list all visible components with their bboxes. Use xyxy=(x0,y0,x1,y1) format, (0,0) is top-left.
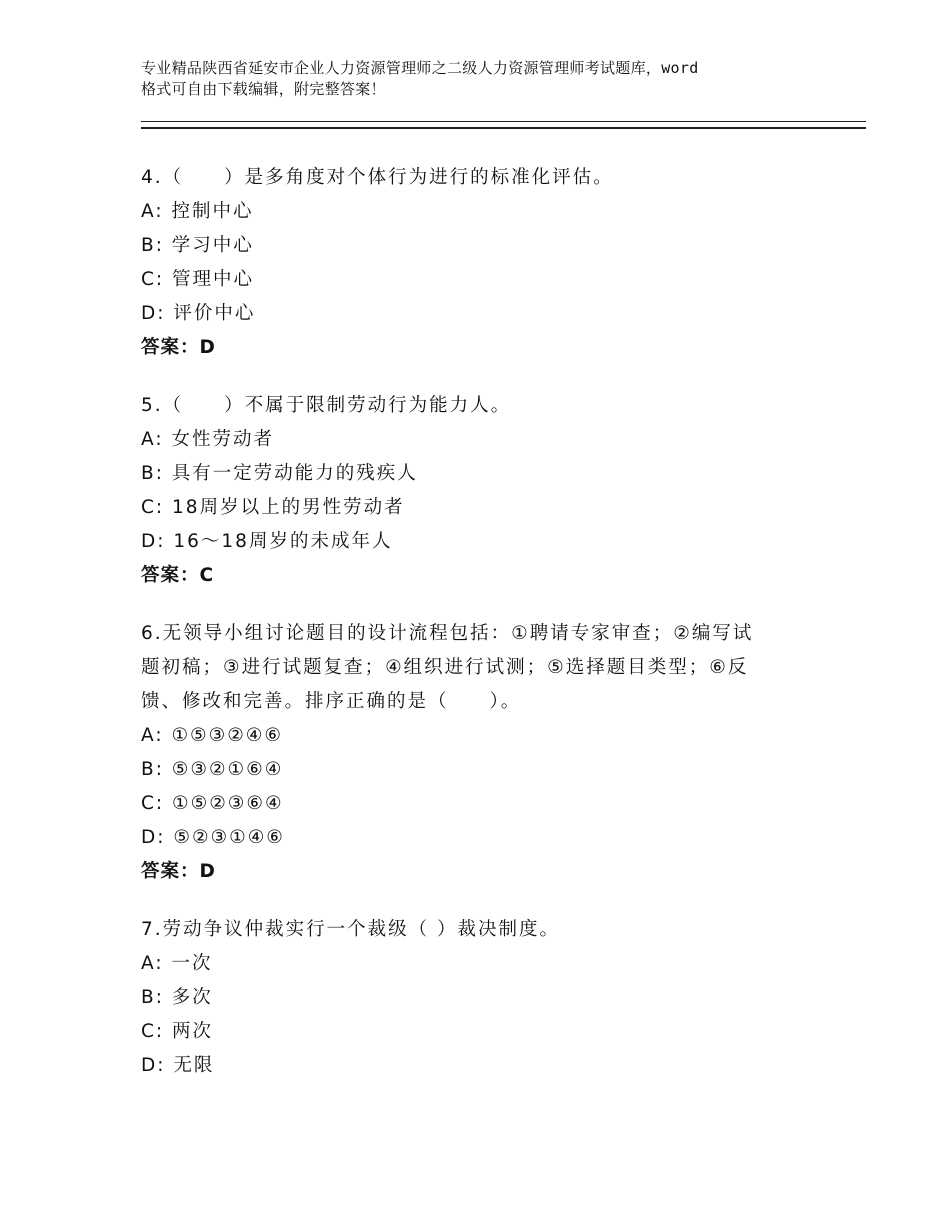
question-list xyxy=(141,161,821,1107)
question-stem-line-3: 馈、修改和完善。排序正确的是（ ）。 xyxy=(141,691,522,712)
option-c: C: ①⑤②③⑥④ xyxy=(141,793,284,814)
question-7 xyxy=(141,913,821,1083)
option-b: B: 具有一定劳动能力的残疾人 xyxy=(141,463,418,484)
option-a: A: 一次 xyxy=(141,953,213,974)
answer: 答案：D xyxy=(141,337,216,358)
option-d: D: 评价中心 xyxy=(141,303,256,324)
option-d: D: ⑤②③①④⑥ xyxy=(141,827,285,848)
answer: 答案：D xyxy=(141,861,216,882)
option-a: A: ①⑤③②④⑥ xyxy=(141,725,283,746)
option-c: C: 管理中心 xyxy=(141,269,255,290)
option-d: D: 无限 xyxy=(141,1055,215,1076)
question-5 xyxy=(141,389,821,593)
answer: 答案：C xyxy=(141,565,215,586)
option-c: C: 18周岁以上的男性劳动者 xyxy=(141,497,405,518)
option-b: B: 学习中心 xyxy=(141,235,254,256)
option-b: B: 多次 xyxy=(141,987,213,1008)
header-divider xyxy=(141,121,866,129)
question-4 xyxy=(141,161,821,365)
question-stem: 4.（ ）是多角度对个体行为进行的标准化评估。 xyxy=(141,167,614,188)
question-stem: 7.劳动争议仲裁实行一个裁级（ ）裁决制度。 xyxy=(141,919,561,940)
question-stem-line-2: 题初稿；③进行试题复查；④组织进行试测；⑤选择题目类型；⑥反 xyxy=(141,657,749,678)
option-a: A: 女性劳动者 xyxy=(141,429,274,450)
question-stem: 5.（ ）不属于限制劳动行为能力人。 xyxy=(141,395,512,416)
document-header xyxy=(141,58,831,100)
header-line-2: 格式可自由下载编辑，附完整答案！ xyxy=(141,80,386,98)
option-b: B: ⑤③②①⑥④ xyxy=(141,759,284,780)
question-6 xyxy=(141,617,821,889)
header-line-1: 专业精品陕西省延安市企业人力资源管理师之二级人力资源管理师考试题库，word xyxy=(141,59,699,77)
option-d: D: 16～18周岁的未成年人 xyxy=(141,531,393,552)
option-c: C: 两次 xyxy=(141,1021,214,1042)
question-stem-line-1: 6.无领导小组讨论题目的设计流程包括：①聘请专家审查；②编写试 xyxy=(141,623,754,644)
option-a: A: 控制中心 xyxy=(141,201,254,222)
